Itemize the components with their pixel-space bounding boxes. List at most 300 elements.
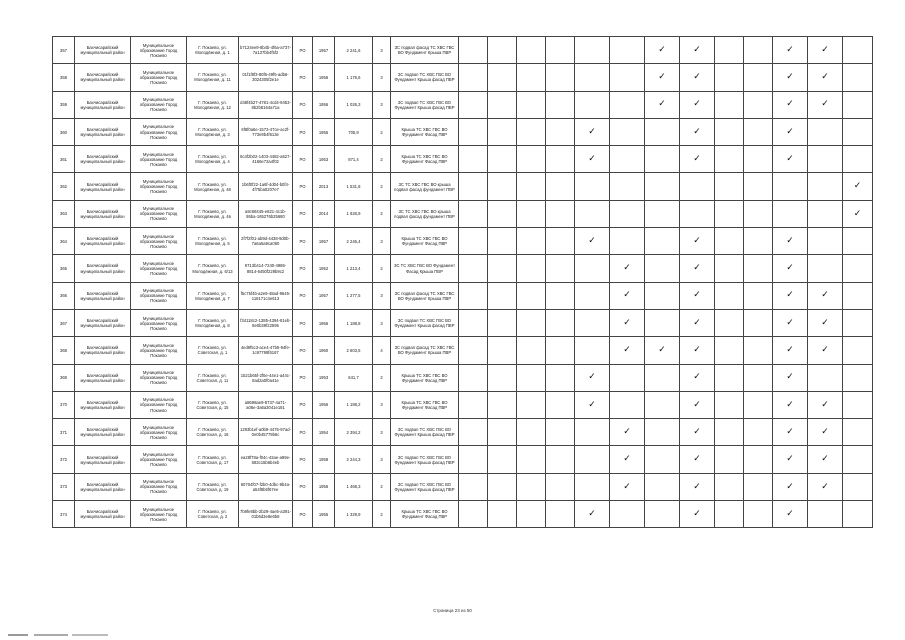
work-type-cell [459,255,488,282]
work-type-cell [744,173,773,200]
work-type-cell [843,228,873,255]
row-number-cell: 364 [53,228,75,255]
work-type-cell [680,501,715,528]
table-row [53,91,873,118]
checkmark-icon: ✓ [786,317,794,328]
work-type-cell [546,228,575,255]
work-type-cell [517,419,546,446]
checkmark-icon: ✓ [786,44,794,55]
work-type-cell [517,501,546,528]
management-type-cell: РО [293,501,313,528]
work-type-cell [744,473,773,500]
work-type-cell [459,391,488,418]
address-cell: Г. Покаево, ул. Молодёжная, д. 12 [187,91,239,118]
address-cell: Г. Покаево, ул. Советская, д. 2 [187,501,239,528]
address-cell: Г. Покаево, ул. Молодёжная, д. 48 [187,173,239,200]
row-number-cell: 366 [53,282,75,309]
work-type-cell [843,337,873,364]
house-uuid-cell: 9713b414-7240-4986-8814-6450f229b9c2 [239,255,293,282]
floors-cell: 3 [373,419,391,446]
work-type-cell [459,501,488,528]
repair-program-cell: ЗС ТС ХВС ГВС ВО крыша подвал фасад фундамент ПВР [391,200,459,227]
work-type-cell [808,91,843,118]
work-type-cell [744,37,773,64]
work-type-cell [575,501,610,528]
build-year-cell: 1958 [313,446,335,473]
municipality-cell: Муниципальное образование Город Покаево [131,419,187,446]
district-cell: Бахчисарайский муниципальный район [75,118,131,145]
work-type-cell [843,200,873,227]
work-type-cell [843,282,873,309]
municipality-cell: Муниципальное образование Город Покаево [131,91,187,118]
checkmark-icon: ✓ [786,126,794,137]
work-type-cell [744,91,773,118]
work-type-cell [744,309,773,336]
work-type-cell [715,64,744,91]
repair-program-cell: ЗС подвал ТС ХВС ГВС ВО Фундамент Крыша фасад ПВР [391,64,459,91]
work-type-cell [645,255,680,282]
work-type-cell [744,391,773,418]
repair-program-cell: ЗС подвал ТС ХВС ГВС ВО Фундамент Крыша фасад ПВР [391,446,459,473]
management-type-cell: РО [293,419,313,446]
house-uuid-cell: f5c75f4b-a2e9-48ad-9645-118171c4e613 [239,282,293,309]
work-type-cell [808,37,843,64]
municipality-cell: Муниципальное образование Город Покаево [131,473,187,500]
work-type-cell [843,364,873,391]
repair-program-cell: ЗС подвал фасад ТС ХВС ГВС ВО Фундамент Крыша ПВР [391,282,459,309]
work-type-cell [715,446,744,473]
work-type-cell [680,91,715,118]
house-uuid-cell: d48f4b27-4781-4cd4-9453-8b2b8164a71a [239,91,293,118]
checkmark-icon: ✓ [693,345,701,356]
work-type-cell [715,501,744,528]
house-uuid-cell: 7b9fe8bb-2b29-4ae5-a391-01b6d3e8e6b8 [239,501,293,528]
work-type-cell [843,64,873,91]
work-type-cell [517,282,546,309]
checkmark-icon: ✓ [693,290,701,301]
work-type-cell [773,473,808,500]
work-type-cell [488,364,517,391]
work-type-cell [773,337,808,364]
municipality-cell: Муниципальное образование Город Покаево [131,64,187,91]
work-type-cell [773,228,808,255]
checkmark-icon: ✓ [786,508,794,519]
checkmark-icon: ✓ [786,263,794,274]
work-type-cell [808,255,843,282]
district-cell: Бахчисарайский муниципальный район [75,173,131,200]
work-type-cell [808,419,843,446]
table-row [53,364,873,391]
work-type-cell [808,337,843,364]
work-type-cell [575,337,610,364]
work-type-cell [680,200,715,227]
house-uuid-cell: 1521b65f-2f0e-44e1-a44c-8ad2a0f0a41e [239,364,293,391]
municipality-cell: Муниципальное образование Город Покаево [131,228,187,255]
work-type-cell [610,64,645,91]
build-year-cell: 1953 [313,364,335,391]
house-uuid-cell: 8c4f2b02-1403-4482-a527-4166e72a4f02 [239,146,293,173]
work-type-cell [645,37,680,64]
work-type-cell [843,446,873,473]
work-type-cell [744,501,773,528]
district-cell: Бахчисарайский муниципальный район [75,446,131,473]
floors-cell: 4 [373,337,391,364]
work-type-cell [680,146,715,173]
work-type-cell [773,419,808,446]
work-type-cell [680,364,715,391]
page-footer: Страница 23 из 50 [433,608,472,613]
work-type-cell [808,364,843,391]
work-type-cell [808,146,843,173]
checkmark-icon: ✓ [693,426,701,437]
work-type-cell [645,200,680,227]
work-type-cell [645,64,680,91]
work-type-cell [575,37,610,64]
work-type-cell [680,473,715,500]
table-row [53,337,873,364]
work-type-cell [459,473,488,500]
work-type-cell [488,228,517,255]
area-cell: 1 176,6 [335,64,373,91]
work-type-cell [715,364,744,391]
work-type-cell [715,91,744,118]
municipality-cell: Муниципальное образование Город Покаево [131,118,187,145]
work-type-cell [645,446,680,473]
house-uuid-cell: 1293b1ef-a0b9-4475-97ad-0e0b45779b6c [239,419,293,446]
work-type-cell [645,309,680,336]
municipality-cell: Муниципальное образование Город Покаево [131,364,187,391]
build-year-cell: 1957 [313,37,335,64]
floors-cell: 2 [373,364,391,391]
build-year-cell: 1953 [313,146,335,173]
work-type-cell [744,146,773,173]
work-type-cell [546,391,575,418]
work-type-cell [715,146,744,173]
work-type-cell [715,173,744,200]
work-type-cell [517,200,546,227]
municipality-cell: Муниципальное образование Город Покаево [131,391,187,418]
build-year-cell: 1956 [313,64,335,91]
work-type-cell [773,309,808,336]
row-number-cell: 373 [53,473,75,500]
district-cell: Бахчисарайский муниципальный район [75,309,131,336]
checkmark-icon: ✓ [658,44,666,55]
checkmark-icon: ✓ [693,481,701,492]
work-type-cell [546,118,575,145]
checkmark-icon: ✓ [786,290,794,301]
work-type-cell [773,200,808,227]
checkmark-icon: ✓ [623,481,631,492]
work-type-cell [546,282,575,309]
checkmark-icon: ✓ [821,481,829,492]
work-type-cell [546,473,575,500]
work-type-cell [843,501,873,528]
work-type-cell [773,146,808,173]
work-type-cell [645,228,680,255]
area-cell: 1 213,4 [335,255,373,282]
work-type-cell [610,309,645,336]
work-type-cell [680,37,715,64]
work-type-cell [773,118,808,145]
area-cell: 641,7 [335,364,373,391]
work-type-cell [575,473,610,500]
municipality-cell: Муниципальное образование Город Покаево [131,255,187,282]
management-type-cell: РО [293,309,313,336]
work-type-cell [488,173,517,200]
checkmark-icon: ✓ [623,454,631,465]
area-cell: 1 188,2 [335,391,373,418]
table-row [53,282,873,309]
work-type-cell [645,391,680,418]
work-type-cell [610,419,645,446]
work-type-cell [459,228,488,255]
work-type-cell [843,391,873,418]
build-year-cell: 1952 [313,255,335,282]
work-type-cell [488,473,517,500]
work-type-cell [610,118,645,145]
checkmark-icon: ✓ [786,426,794,437]
repair-program-cell: Крыша ТС ХВС ГВС ВО Фундамент Фасад ПВР [391,146,459,173]
district-cell: Бахчисарайский муниципальный район [75,228,131,255]
work-type-cell [843,37,873,64]
work-type-cell [715,391,744,418]
work-type-cell [610,91,645,118]
work-type-cell [546,419,575,446]
work-type-cell [715,473,744,500]
work-type-cell [546,309,575,336]
district-cell: Бахчисарайский муниципальный район [75,473,131,500]
address-cell: Г. Покаево, ул. Молодёжная, д. 11 [187,64,239,91]
work-type-cell [517,91,546,118]
work-type-cell [459,419,488,446]
work-type-cell [459,64,488,91]
address-cell: Г. Покаево, ул. Молодёжная, д. 3 [187,118,239,145]
repair-program-cell: Крыша ТС ХВС ГВС ВО Фундамент Фасад ПВР [391,501,459,528]
work-type-cell [459,173,488,200]
build-year-cell: 1955 [313,118,335,145]
district-cell: Бахчисарайский муниципальный район [75,255,131,282]
work-type-cell [744,337,773,364]
district-cell: Бахчисарайский муниципальный район [75,282,131,309]
work-type-cell [575,173,610,200]
work-type-cell [546,173,575,200]
work-type-cell [808,309,843,336]
management-type-cell: РО [293,364,313,391]
repair-program-cell: Крыша ТС ХВС ГВС ВО Фундамент Фасад ПВР [391,391,459,418]
house-uuid-cell: 6f8f0a6e-1572-47ce-ac2f-773e9b4f613e [239,118,293,145]
repair-program-cell: Крыша ТС ХВС ГВС ВО Фундамент Фасад ПВР [391,364,459,391]
house-uuid-cell: 4ed9f5c3-ace4-47b5-94fe-1c97798f6167 [239,337,293,364]
work-type-cell [773,446,808,473]
house-uuid-cell: ea28f78a-f04c-42ae-a99e-683c15b6b4eb [239,446,293,473]
work-type-cell [843,309,873,336]
district-cell: Бахчисарайский муниципальный район [75,419,131,446]
work-type-cell [546,64,575,91]
work-type-cell [744,446,773,473]
address-cell: Г. Покаево, ул. Молодёжная, д. 5 [187,228,239,255]
floors-cell: 2 [373,473,391,500]
work-type-cell [808,200,843,227]
work-type-cell [459,282,488,309]
checkmark-icon: ✓ [588,153,596,164]
scan-artifact [8,634,108,636]
work-type-cell [773,391,808,418]
area-cell: 2 603,5 [335,337,373,364]
checkmark-icon: ✓ [786,99,794,110]
house-uuid-cell: 1b6f0f22-1a6f-4d04-b0f4-4f75ba0207e7 [239,173,293,200]
work-type-cell [744,419,773,446]
work-type-cell [488,146,517,173]
work-type-cell [488,419,517,446]
checkmark-icon: ✓ [693,235,701,246]
build-year-cell: 1957 [313,228,335,255]
work-type-cell [610,37,645,64]
checkmark-icon: ✓ [693,263,701,274]
work-type-cell [715,37,744,64]
checkmark-icon: ✓ [623,317,631,328]
work-type-cell [715,118,744,145]
checkmark-icon: ✓ [588,126,596,137]
checkmark-icon: ✓ [658,72,666,83]
table-row [53,473,873,500]
work-type-cell [575,364,610,391]
work-type-cell [645,501,680,528]
work-type-cell [488,391,517,418]
build-year-cell: 1957 [313,282,335,309]
row-number-cell: 369 [53,364,75,391]
work-type-cell [645,118,680,145]
work-type-cell [645,337,680,364]
work-type-cell [773,501,808,528]
work-type-cell [459,309,488,336]
row-number-cell: 372 [53,446,75,473]
table-row [53,501,873,528]
checkmark-icon: ✓ [786,345,794,356]
address-cell: Г. Покаево, ул. Советская, д. 19 [187,473,239,500]
checkmark-icon: ✓ [623,263,631,274]
management-type-cell: РО [293,146,313,173]
row-number-cell: 359 [53,91,75,118]
work-type-cell [843,118,873,145]
address-cell: Г. Покаево, ул. Молодёжная, д. 8 [187,309,239,336]
work-type-cell [459,118,488,145]
work-type-cell [680,446,715,473]
row-number-cell: 370 [53,391,75,418]
work-type-cell [488,118,517,145]
work-type-cell [517,255,546,282]
checkmark-icon: ✓ [821,426,829,437]
district-cell: Бахчисарайский муниципальный район [75,146,131,173]
work-type-cell [575,64,610,91]
house-uuid-cell: f34118c2-1385-4394-81eb-8e0b39f22595 [239,309,293,336]
municipality-cell: Муниципальное образование Город Покаево [131,501,187,528]
work-type-cell [645,146,680,173]
repair-program-cell: ЗС подвал ТС ХВС ГВС ВО Фундамент Крыша фасад ПВР [391,91,459,118]
table-row [53,419,873,446]
work-type-cell [808,282,843,309]
area-cell: 1 277,5 [335,282,373,309]
row-number-cell: 358 [53,64,75,91]
work-type-cell [459,91,488,118]
repair-program-cell: ЗС подвал фасад ТС ХВС ГВС ВО Фундамент Крыша ПВР [391,37,459,64]
build-year-cell: 1960 [313,337,335,364]
management-type-cell: РО [293,473,313,500]
checkmark-icon: ✓ [786,153,794,164]
work-type-cell [680,64,715,91]
management-type-cell: РО [293,200,313,227]
build-year-cell: 2013 [313,173,335,200]
work-type-cell [517,37,546,64]
checkmark-icon: ✓ [693,44,701,55]
work-type-cell [843,419,873,446]
work-type-cell [808,501,843,528]
work-type-cell [645,91,680,118]
row-number-cell: 365 [53,255,75,282]
repair-program-cell: Крыша ТС ХВС ГВС ВО Фундамент Фасад ПВР [391,228,459,255]
work-type-cell [715,337,744,364]
work-type-cell [808,118,843,145]
floors-cell: 3 [373,228,391,255]
work-type-cell [488,64,517,91]
work-type-cell [715,419,744,446]
checkmark-icon: ✓ [658,345,666,356]
work-type-cell [546,146,575,173]
checkmark-icon: ✓ [821,290,829,301]
area-cell: 1 188,8 [335,309,373,336]
checkmark-icon: ✓ [786,481,794,492]
table-row [53,118,873,145]
work-type-cell [680,228,715,255]
checkmark-icon: ✓ [693,454,701,465]
work-type-cell [773,173,808,200]
work-type-cell [715,200,744,227]
table-row [53,255,873,282]
work-type-cell [715,228,744,255]
district-cell: Бахчисарайский муниципальный район [75,501,131,528]
checkmark-icon: ✓ [786,72,794,83]
management-type-cell: РО [293,391,313,418]
floors-cell: 3 [373,91,391,118]
checkmark-icon: ✓ [821,345,829,356]
floors-cell: 2 [373,501,391,528]
house-uuid-cell: 01f1f8f3-80f6-49f5-adb6-3024305f2e1e [239,64,293,91]
management-type-cell: РО [293,37,313,64]
municipality-cell: Муниципальное образование Город Покаево [131,173,187,200]
checkmark-icon: ✓ [821,72,829,83]
area-cell: 705,9 [335,118,373,145]
work-type-cell [488,37,517,64]
checkmark-icon: ✓ [588,399,596,410]
checkmark-icon: ✓ [786,235,794,246]
address-cell: Г. Покаево, ул. Молодёжная, д. 1 [187,37,239,64]
work-type-cell [808,446,843,473]
management-type-cell: РО [293,173,313,200]
work-type-cell [546,364,575,391]
work-type-cell [459,37,488,64]
address-cell: Г. Покаево, ул. Молодёжная, д. 7 [187,282,239,309]
work-type-cell [808,391,843,418]
floors-cell: 2 [373,255,391,282]
area-cell: 1 468,3 [335,473,373,500]
work-type-cell [808,228,843,255]
repair-program-cell: ЗС ТС ХВС ГВС ВО Фундамент Фасад Крыша ПВР [391,255,459,282]
row-number-cell: 360 [53,118,75,145]
work-type-cell [575,446,610,473]
municipality-cell: Муниципальное образование Город Покаево [131,146,187,173]
build-year-cell: 1954 [313,419,335,446]
district-cell: Бахчисарайский муниципальный район [75,364,131,391]
row-number-cell: 361 [53,146,75,173]
